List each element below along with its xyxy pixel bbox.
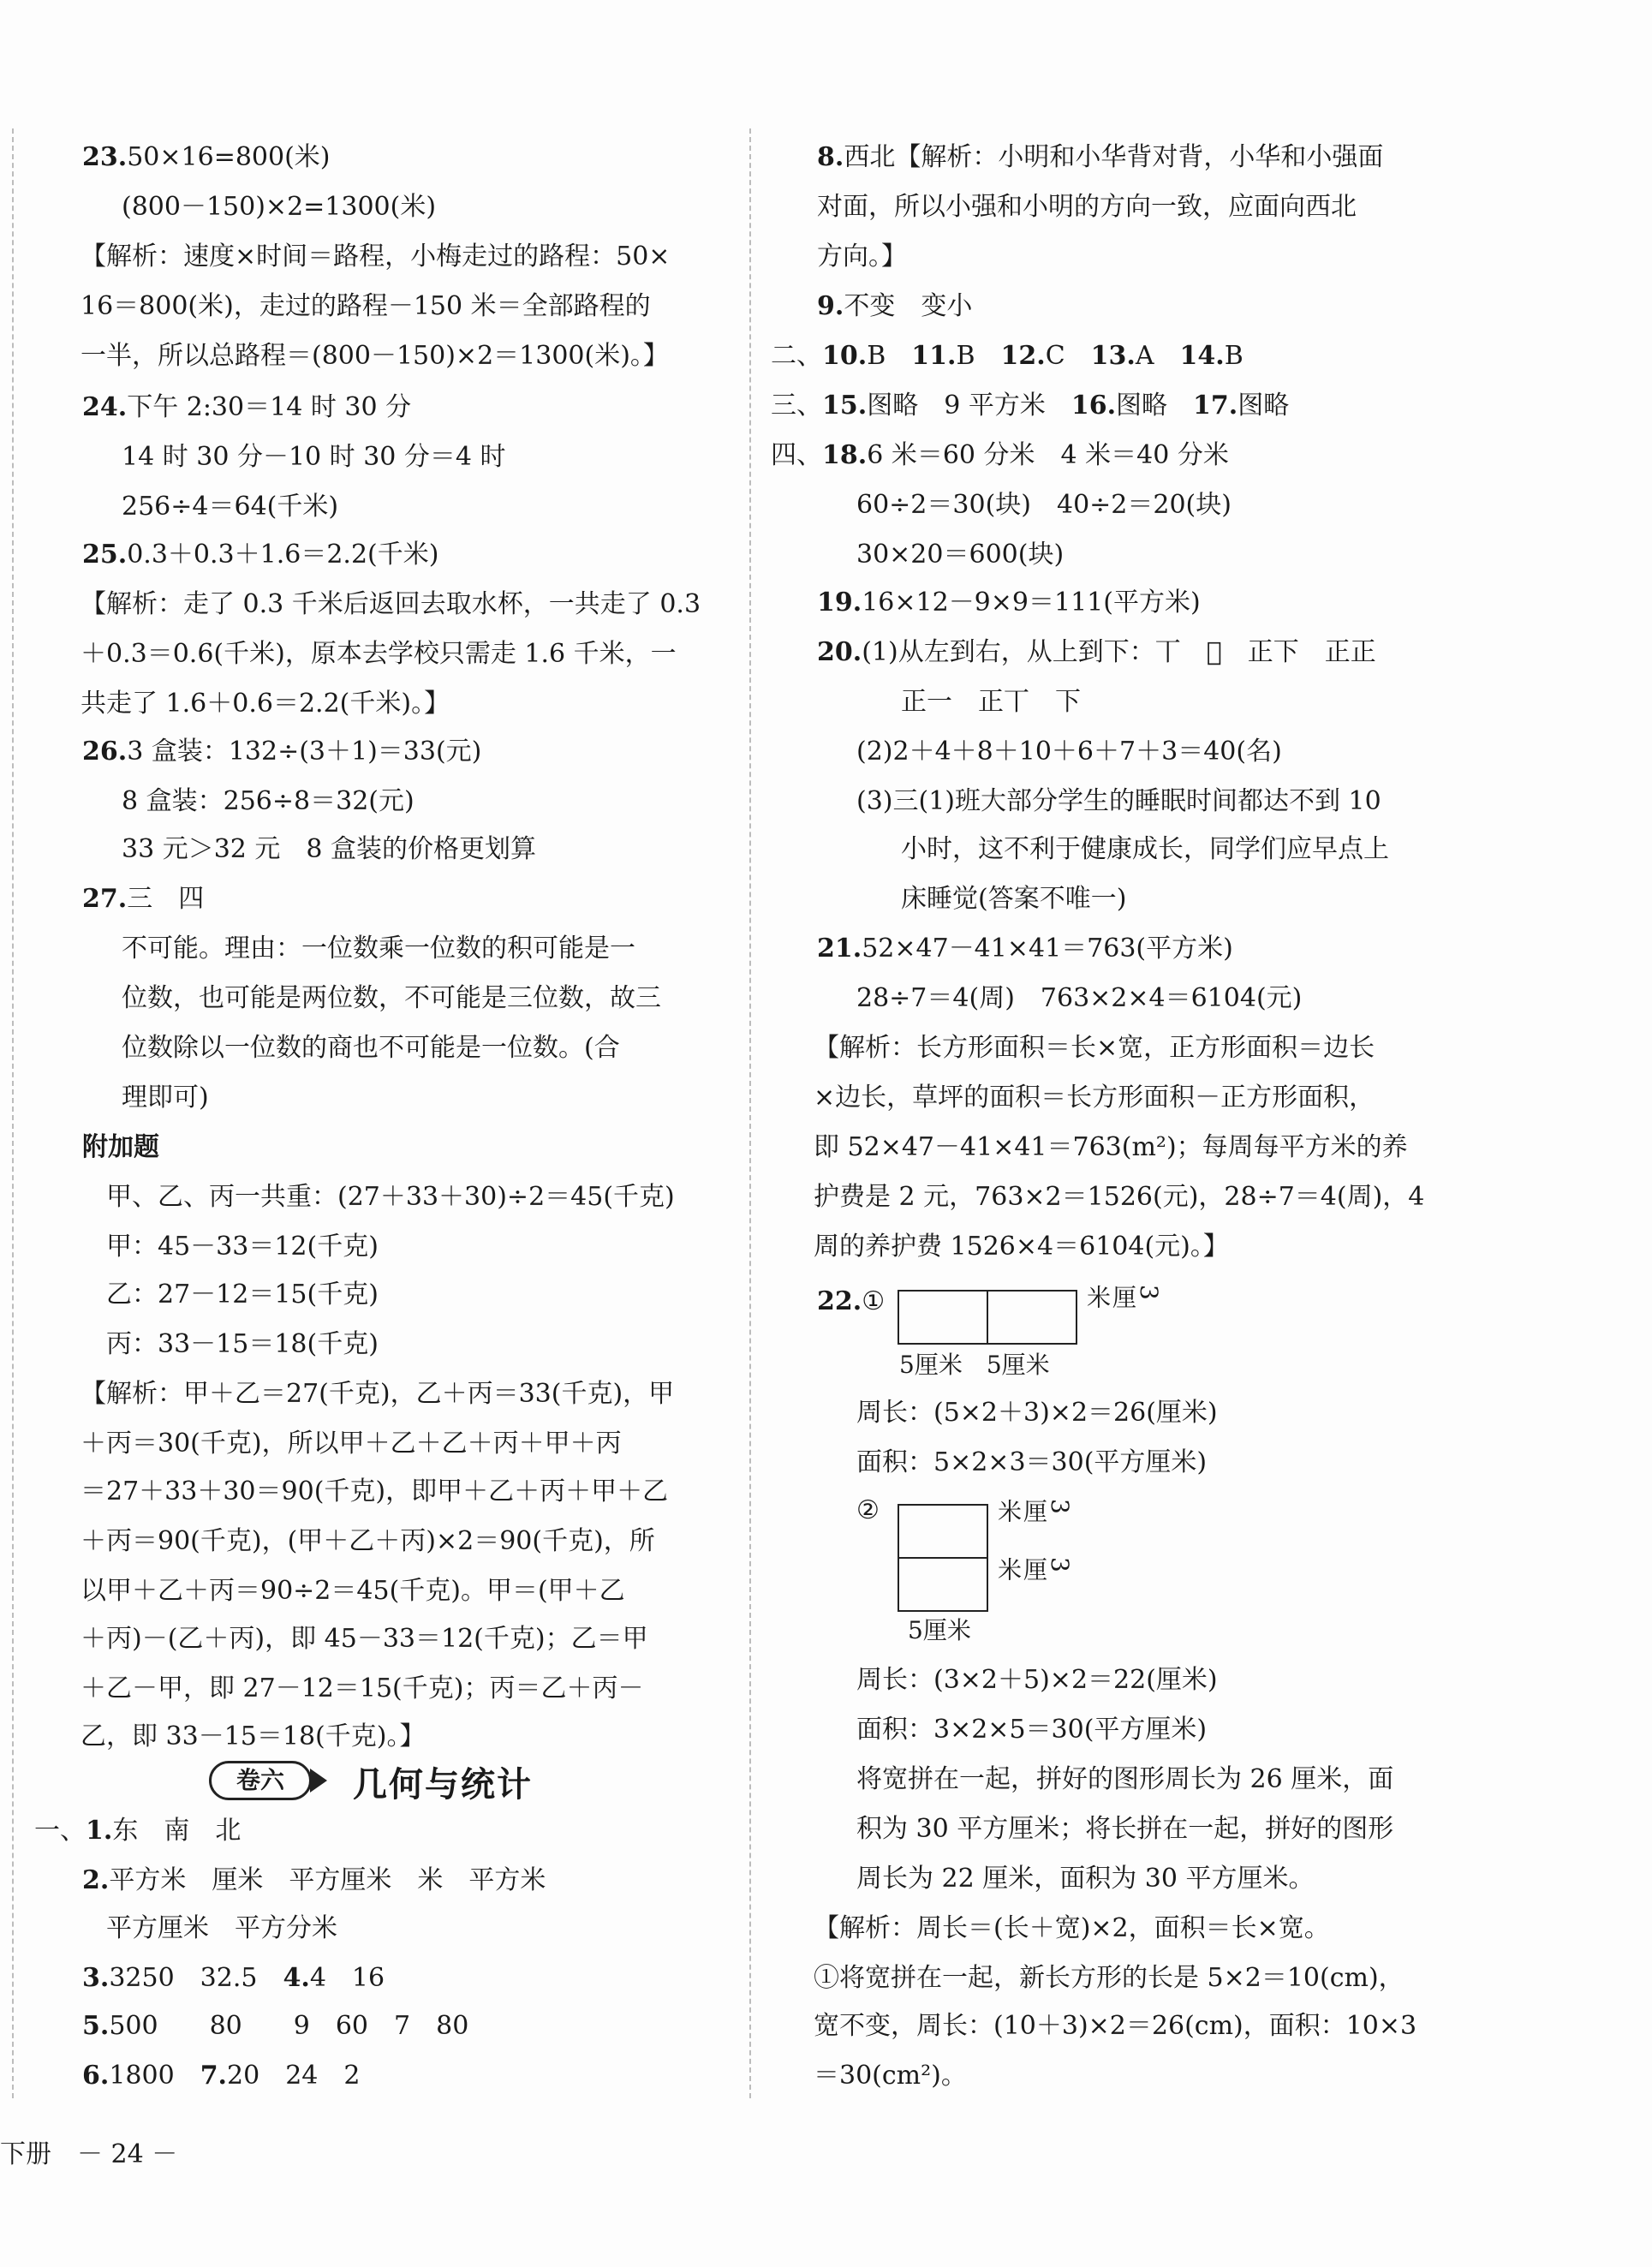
left-edge-line — [12, 128, 14, 2098]
q26-line2: 8 盒装：256÷8＝32(元) — [122, 786, 414, 816]
q22-perimeter-1: 周长：(5×2＋3)×2＝26(厘米) — [856, 1398, 1218, 1428]
q22-perimeter-2: 周长：(3×2＋5)×2＝22(厘米) — [856, 1665, 1218, 1695]
q9-line: 9.不变 变小 — [817, 291, 973, 321]
q18-line1: 四、18.6 米＝60 分米 4 米＝40 分米 — [771, 440, 1229, 470]
q8-line3: 方向。】 — [817, 242, 907, 271]
q20-line4: (3)三(1)班大部分学生的睡眠时间都达不到 10 — [856, 786, 1381, 816]
q20-line2: 正一 正丅 下 — [901, 687, 1081, 717]
fig1-side-label: 3厘米 — [1083, 1285, 1163, 1309]
q23-analysis-2: 16＝800(米)，走过的路程－150 米＝全部路程的 — [81, 291, 651, 321]
p1-line: 一、1.东 南 北 — [34, 1816, 242, 1846]
fig1-bottom-label: 5厘米 5厘米 — [899, 1351, 1050, 1379]
q21-line1: 21.52×47－41×41＝763(平方米) — [817, 934, 1233, 963]
bonus-line4: 丙：33－15＝18(千克) — [106, 1329, 379, 1359]
q22-case2-marker: ② — [856, 1495, 880, 1525]
q8-line2: 对面，所以小强和小明的方向一致，应面向西北 — [817, 192, 1357, 222]
bonus-analysis-8: 乙，即 33－15＝18(千克)。】 — [81, 1721, 426, 1751]
q23-analysis-3: 一半，所以总路程＝(800－150)×2＝1300(米)。】 — [81, 341, 669, 371]
fig2-side-label-b: 3厘米 — [994, 1557, 1074, 1581]
fig2-bottom-label: 5厘米 — [908, 1616, 971, 1644]
bonus-analysis-7: ＋乙－甲，即 27－12＝15(千克)；丙＝乙＋丙－ — [81, 1673, 644, 1703]
q25-line1: 25.0.3＋0.3＋1.6＝2.2(千米) — [82, 540, 439, 570]
fig2-rect-bottom — [898, 1557, 988, 1612]
bonus-analysis-5: 以甲＋乙＋丙＝90÷2＝45(千克)。甲＝(甲＋乙 — [81, 1576, 625, 1606]
p2-line2: 平方厘米 平方分米 — [106, 1913, 337, 1943]
q20-line1: 20.(1)从左到右，从上到下：丅 𠀆 正下 正正 — [817, 637, 1376, 667]
fig1-rect-left — [898, 1290, 988, 1345]
q18-line3: 30×20＝600(块) — [856, 540, 1065, 570]
p3-line: 3.3250 32.5 4.4 16 — [82, 1963, 385, 1993]
part3-line: 三、15.图略 9 平方米 16.图略 17.图略 — [771, 391, 1290, 421]
q27-line1: 27.三 四 — [82, 884, 205, 914]
bonus-line3: 乙：27－12＝15(千克) — [106, 1280, 379, 1309]
q22-analysis-3: 宽不变，周长：(10＋3)×2＝26(cm)，面积：10×3 — [814, 2011, 1417, 2041]
q22-conclusion-1: 将宽拼在一起，拼好的图形周长为 26 厘米，面 — [856, 1764, 1394, 1794]
q25-analysis-2: ＋0.3＝0.6(千米)，原本去学校只需走 1.6 千米，一 — [81, 639, 677, 669]
q27-line2: 不可能。理由：一位数乘一位数的积可能是一 — [122, 934, 635, 963]
q26-line3: 33 元＞32 元 8 盒装的价格更划算 — [122, 834, 537, 864]
q22-analysis-4: ＝30(cm²)。 — [814, 2061, 967, 2091]
bonus-analysis-1: 【解析：甲＋乙＝27(千克)，乙＋丙＝33(千克)，甲 — [81, 1379, 675, 1409]
q19-line: 19.16×12－9×9＝111(平方米) — [817, 588, 1201, 617]
bonus-analysis-6: ＋丙)－(乙＋丙)，即 45－33＝12(千克)；乙＝甲 — [81, 1624, 648, 1654]
q24-line1: 24.下午 2:30＝14 时 30 分 — [82, 392, 412, 422]
q22-conclusion-3: 周长为 22 厘米，面积为 30 平方厘米。 — [856, 1864, 1315, 1894]
q21-analysis-1: 【解析：长方形面积＝长×宽，正方形面积＝边长 — [814, 1033, 1375, 1063]
part2-line: 二、10.B 11.B 12.C 13.A 14.B — [771, 341, 1243, 371]
fig2-side-label-a: 3厘米 — [994, 1499, 1074, 1523]
section-title: 几何与统计 — [353, 1765, 533, 1805]
q23-line2: (800－150)×2=1300(米) — [122, 192, 437, 222]
fig1-rect-right — [987, 1290, 1077, 1345]
q26-line1: 26.3 盒装：132÷(3＋1)＝33(元) — [82, 737, 482, 767]
q22-analysis-2: ①将宽拼在一起，新长方形的长是 5×2＝10(cm)， — [814, 1963, 1404, 1993]
q22-header: 22.① — [817, 1286, 886, 1316]
fig2-rect-top — [898, 1504, 988, 1559]
q22-area-2: 面积：3×2×5＝30(平方厘米) — [856, 1715, 1208, 1745]
q25-analysis-1: 【解析：走了 0.3 千米后返回去取水杯，一共走了 0.3 — [81, 589, 701, 619]
q21-analysis-3: 即 52×47－41×41＝763(m²)；每周每平方米的养 — [814, 1132, 1408, 1162]
q24-line2: 14 时 30 分－10 时 30 分＝4 时 — [122, 442, 506, 472]
q21-analysis-2: ×边长，草坪的面积＝长方形面积－正方形面积， — [814, 1083, 1375, 1113]
q21-line2: 28÷7＝4(周) 763×2×4＝6104(元) — [856, 983, 1303, 1013]
p5-line: 5.500 80 9 60 7 80 — [82, 2011, 469, 2041]
bonus-analysis-2: ＋丙＝30(千克)，所以甲＋乙＋乙＋丙＋甲＋丙 — [81, 1429, 622, 1459]
q25-analysis-3: 共走了 1.6＋0.6＝2.2(千米)。】 — [81, 689, 450, 719]
p6-line: 6.1800 7.20 24 2 — [82, 2061, 361, 2091]
q23-analysis-1: 【解析：速度×时间＝路程，小梅走过的路程：50× — [81, 242, 671, 271]
q22-analysis-1: 【解析：周长＝(长＋宽)×2，面积＝长×宽。 — [814, 1913, 1330, 1943]
q20-line6: 床睡觉(答案不唯一) — [901, 884, 1127, 914]
bonus-line2: 甲：45－33＝12(千克) — [106, 1232, 379, 1262]
q27-line4: 位数除以一位数的商也不可能是一位数。(合 — [122, 1033, 620, 1063]
bonus-line1: 甲、乙、丙一共重：(27＋33＋30)÷2＝45(千克) — [106, 1182, 675, 1212]
q23-line1: 23.50×16=800(米) — [82, 142, 331, 172]
bonus-title: 附加题 — [82, 1132, 159, 1162]
section-badge: 卷六 — [209, 1761, 312, 1800]
q18-line2: 60÷2＝30(块) 40÷2＝20(块) — [856, 490, 1232, 520]
q8-line1: 8.西北【解析：小明和小华背对背，小华和小强面 — [817, 142, 1384, 172]
bonus-analysis-3: ＝27＋33＋30＝90(千克)，即甲＋乙＋丙＋甲＋乙 — [81, 1477, 669, 1506]
q27-line3: 位数，也可能是两位数，不可能是三位数，故三 — [122, 983, 661, 1013]
section-arrow-icon — [310, 1769, 327, 1793]
q22-conclusion-2: 积为 30 平方厘米；将长拼在一起，拼好的图形 — [856, 1814, 1394, 1844]
p2-line1: 2.平方米 厘米 平方厘米 米 平方米 — [82, 1865, 546, 1895]
q27-line5: 理即可) — [122, 1083, 209, 1113]
q21-analysis-4: 护费是 2 元，763×2＝1526(元)，28÷7＝4(周)，4 — [814, 1182, 1425, 1212]
q22-area-1: 面积：5×2×3＝30(平方厘米) — [856, 1447, 1208, 1477]
bonus-analysis-4: ＋丙＝90(千克)，(甲＋乙＋丙)×2＝90(千克)，所 — [81, 1526, 655, 1556]
q20-line3: (2)2＋4＋8＋10＋6＋7＋3＝40(名) — [856, 737, 1282, 767]
q20-line5: 小时，这不利于健康成长，同学们应早点上 — [901, 834, 1389, 864]
page-footer: 下册 － 24 － — [0, 2139, 178, 2169]
column-divider — [749, 128, 751, 2098]
q21-analysis-5: 周的养护费 1526×4＝6104(元)。】 — [814, 1232, 1229, 1262]
q24-line3: 256÷4＝64(千米) — [122, 492, 339, 522]
